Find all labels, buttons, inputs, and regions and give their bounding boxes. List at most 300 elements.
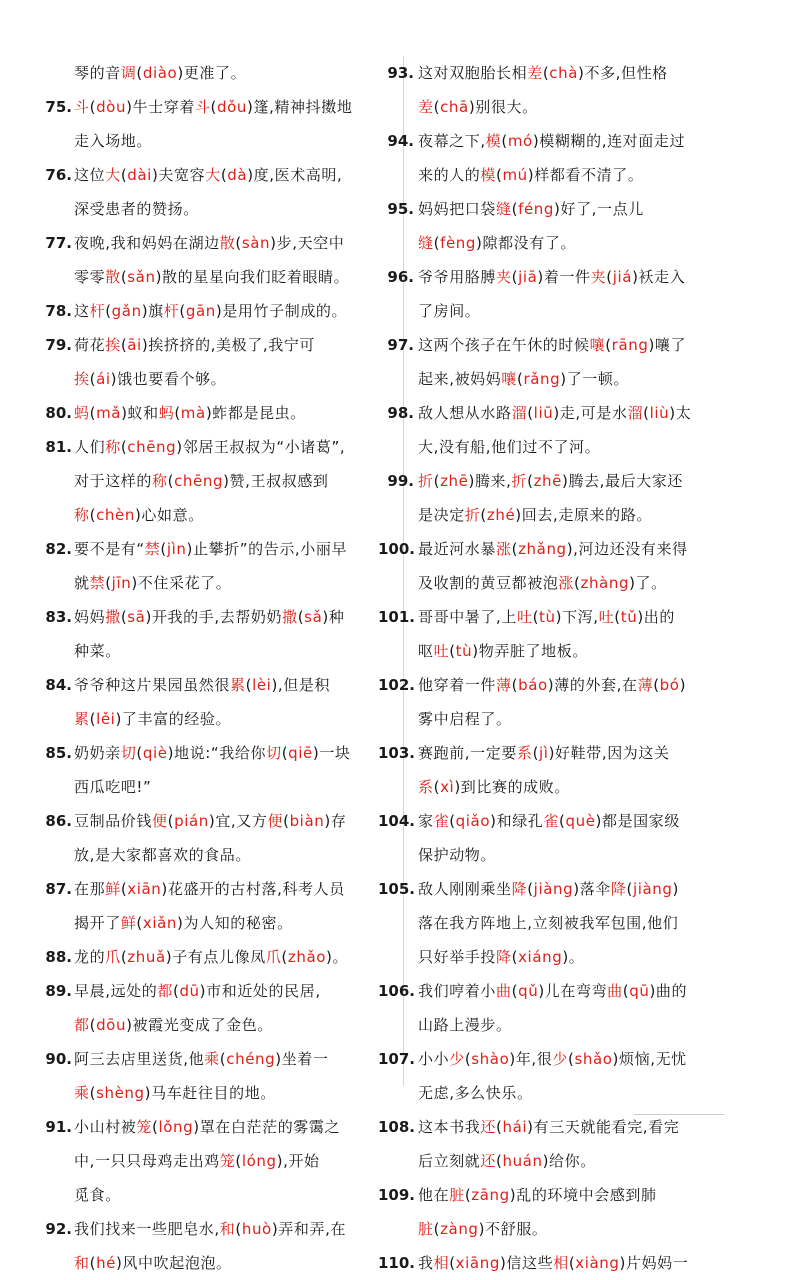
highlighted-text: biàn [289,812,325,830]
paren-text: ( [568,1254,576,1272]
sentence-text: 宜,又方 [215,812,268,830]
item-number: 106. [378,982,416,1000]
paren-text: ) [271,1220,279,1238]
highlighted-text: 爪 [265,948,282,966]
highlighted-text: 少 [552,1050,568,1068]
highlighted-text: sǎn [127,268,156,286]
paren-text: ( [152,1118,159,1136]
sentence-line [74,872,392,906]
sentence-text: 早晨,远处的 [74,982,158,1000]
sentence-text: 西瓜吃吧!” [74,778,152,796]
item-number: 79. [45,336,72,354]
paren-text: ) [177,64,184,82]
paren-text: ) [165,948,173,966]
paren-text: ( [511,200,519,218]
item-number: 101. [378,608,416,626]
sentence-line [74,600,392,634]
paren-text: ( [220,166,228,184]
paren-text: ( [433,778,441,796]
paren-text: ( [496,166,503,184]
sentence-text: 赞,王叔叔感到 [229,472,329,490]
sentence-text: 要不是有“ [74,540,145,558]
paren-text: ) [679,676,687,694]
paren-text: ( [574,574,581,592]
sentence-text: 存 [330,812,347,830]
sentence-line [418,1144,744,1178]
sentence-item [378,1178,744,1246]
highlighted-text: fèng [440,234,477,252]
highlighted-text: 调 [120,64,137,82]
paren-text: ) [632,268,639,286]
item-number: 84. [45,676,72,694]
sentence-line [418,90,744,124]
sentence-line [74,158,392,192]
highlighted-text: 降 [511,880,528,898]
highlighted-text: tù [539,608,556,626]
paren-text: ( [480,506,487,524]
paren-text: ) [144,1084,152,1102]
sentence-text: 到比赛的成败。 [460,778,570,796]
paren-text: ) [126,1016,133,1034]
sentence-text: 放,是大家都喜欢的食品。 [74,846,251,864]
paren-text: ( [89,710,97,728]
highlighted-text: 挨 [74,370,90,388]
sentence-text: 这两个孩子在午休的时候 [418,336,590,354]
highlighted-text: mà [180,404,206,422]
sentence-text: 夫宽容 [158,166,206,184]
highlighted-text: zāng [471,1186,510,1204]
sentence-item [45,940,392,974]
sentence-line [74,124,392,158]
paren-text: ) [566,540,574,558]
paren-text: ) [555,608,563,626]
item-number: 88. [45,948,72,966]
highlighted-text: dǒu [217,98,248,116]
paren-text: ( [501,132,508,150]
paren-text: ( [511,676,519,694]
paren-text: ) [193,1118,200,1136]
footer-rule [634,1114,724,1115]
sentence-line [74,464,392,498]
sentence-line [418,430,744,464]
sentence-text: ,开始 [283,1152,320,1170]
sentence-line [418,668,744,702]
sentence-line [74,1008,392,1042]
highlighted-text: sǎ [304,608,323,626]
highlighted-text: zhē [440,472,469,490]
sentence-text: 对于这样的 [74,472,153,490]
highlighted-text: huò [241,1220,272,1238]
highlighted-text: 称 [152,472,168,490]
paren-text: ( [527,880,534,898]
sentence-line [418,940,744,974]
sentence-line [74,1042,392,1076]
paren-text: ( [167,812,175,830]
paren-text: ) [542,1152,550,1170]
highlighted-text: jì [539,744,549,762]
highlighted-text: hái [502,1118,528,1136]
sentence-item [45,1212,392,1280]
highlighted-text: féng [518,200,555,218]
paren-text: ) [509,1050,516,1068]
sentence-text: 不舒服。 [485,1220,548,1238]
highlighted-text: 夹 [496,268,512,286]
paren-text: ) [538,982,545,1000]
highlighted-text: 涨 [558,574,575,592]
sentence-text: 更准了。 [183,64,247,82]
paren-text: ( [120,166,128,184]
sentence-text: 片妈妈一 [625,1254,689,1272]
item-number: 87. [45,880,72,898]
highlighted-text: 鲜 [105,880,121,898]
highlighted-text: 折 [418,472,434,490]
item-number: 77. [45,234,72,252]
highlighted-text: mó [507,132,533,150]
sentence-item [45,294,392,328]
sentence-line [74,328,392,362]
paren-text: ) [619,1254,626,1272]
paren-text: ( [449,642,456,660]
sentence-text: 腾来, [474,472,512,490]
sentence-item [378,532,744,600]
sentence-line [74,294,392,328]
paren-text: ( [136,744,143,762]
highlighted-text: 切 [120,744,137,762]
sentence-item [378,1042,744,1110]
sentence-line [74,736,392,770]
sentence-text: 夜幕之下, [418,132,486,150]
sentence-text: 邻居王叔叔为“小诸葛”, [182,438,346,456]
highlighted-text: qiǎo [455,812,491,830]
paren-text: ) [155,268,163,286]
paren-text: ( [283,812,290,830]
paren-text: ( [281,948,288,966]
sentence-line [418,1178,744,1212]
paren-text: ) [629,574,636,592]
item-number: 83. [45,608,72,626]
sentence-text: 了。 [635,574,667,592]
paren-text: ) [578,64,585,82]
sentence-text: 曲的 [655,982,688,1000]
highlighted-text: 鲜 [120,914,137,932]
sentence-text: 一块 [319,744,351,762]
sentence-text: 妈妈把口袋 [418,200,497,218]
highlighted-text: xiān [127,880,162,898]
sentence-text: 起来,被妈妈 [418,370,502,388]
sentence-line [74,532,392,566]
sentence-text: 风中吹起泡泡。 [122,1254,232,1272]
sentence-text: 马车赶往目的地。 [151,1084,276,1102]
highlighted-text: xì [440,778,455,796]
paren-text: ) [527,166,535,184]
item-number: 100. [378,540,416,558]
paren-text: ( [89,506,97,524]
sentence-text: 中,一只只母鸡走出鸡 [74,1152,220,1170]
sentence-line [74,838,392,872]
highlighted-text: diào [142,64,178,82]
sentence-line [74,1212,392,1246]
item-number: 97. [387,336,414,354]
paren-text: ( [105,574,112,592]
paren-text: ( [433,1220,441,1238]
sentence-text: 度,医术高明, [253,166,343,184]
paren-text: ) [161,880,168,898]
paren-text: ) [562,948,569,966]
highlighted-text: bó [659,676,680,694]
highlighted-text: 和 [219,1220,236,1238]
sentence-text: 走,可是水 [559,404,628,422]
highlighted-text: 蚂 [74,404,90,422]
highlighted-text: 都 [74,1016,90,1034]
sentence-text: 小山村被 [74,1118,137,1136]
highlighted-text: 称 [74,506,90,524]
sentence-text: 下泻, [562,608,599,626]
paren-text: ) [208,812,216,830]
item-number: 92. [45,1220,72,1238]
sentence-text: 敌人想从水路 [418,404,512,422]
highlighted-text: xiàng [575,1254,620,1272]
highlighted-text: dōu [96,1016,127,1034]
sentence-text: 篷,精神抖擞地 [253,98,353,116]
sentence-line [74,1178,392,1212]
paren-text: ) [141,336,149,354]
item-number: 110. [378,1254,416,1272]
highlighted-text: 笼 [136,1118,153,1136]
highlighted-text: 散 [105,268,121,286]
sentence-text: 小小 [418,1050,450,1068]
paren-text: ) [527,1118,534,1136]
highlighted-text: tǔ [620,608,638,626]
sentence-line [418,464,744,498]
sentence-text: 乱的环境中会感到肺 [516,1186,657,1204]
paren-text: ( [89,1016,97,1034]
item-number: 108. [378,1118,416,1136]
paren-text: ( [433,98,441,116]
highlighted-text: qiē [288,744,313,762]
paren-text: ( [120,336,128,354]
sentence-text: 这本书我 [418,1118,481,1136]
highlighted-text: 系 [516,744,533,762]
highlighted-text: chéng [226,1050,276,1068]
paren-text: ) [515,506,522,524]
item-number: 95. [387,200,414,218]
sentence-line [74,226,392,260]
paren-text: ( [89,1254,97,1272]
highlighted-text: gǎn [111,302,142,320]
paren-text: ( [172,982,180,1000]
sentence-text: 出的 [643,608,675,626]
highlighted-text: chèn [96,506,135,524]
sentence-text: 及收割的黄豆都被泡 [418,574,559,592]
paren-text: ( [626,880,633,898]
sentence-line [418,294,744,328]
sentence-line [74,90,392,124]
sentence-text: 是决定 [418,506,465,524]
highlighted-text: 杆 [163,302,180,320]
paren-text: ) [648,336,655,354]
highlighted-text: xiāng [455,1254,500,1272]
sentence-line [418,1076,744,1110]
paren-text: ( [511,268,519,286]
sentence-text: 市和近处的民居, [206,982,321,1000]
sentence-text: 夜晚,我和妈妈在湖边 [74,234,220,252]
paren-text: ( [89,98,97,116]
highlighted-text: chā [440,98,469,116]
sentence-text: 和绿孔 [496,812,544,830]
sentence-text: 心如意。 [141,506,204,524]
sentence-item [387,192,744,260]
paren-text: ) [177,914,184,932]
sentence-line [418,158,744,192]
sentence-text: 妈妈 [74,608,106,626]
sentence-text: 呕 [418,642,434,660]
sentence-item [45,90,392,158]
paren-text: ) [476,234,483,252]
sentence-line [74,906,392,940]
sentence-text: 保护动物。 [418,846,497,864]
sentence-text: 花盛开的古村落,科考人员 [167,880,345,898]
paren-text: ( [167,472,175,490]
paren-text: ) [151,166,159,184]
highlighted-text: 大 [105,166,121,184]
sentence-line [418,974,744,1008]
highlighted-text: 禁 [144,540,161,558]
sentence-line [74,940,392,974]
paren-text: ( [496,1118,503,1136]
sentence-text: 深受患者的赞扬。 [74,200,199,218]
highlighted-text: zàng [440,1220,479,1238]
highlighted-text: 夹 [590,268,607,286]
paren-text: ( [449,1254,456,1272]
paren-text: ) [116,1254,123,1272]
sentence-text: 落伞 [579,880,611,898]
sentence-text: 好鞋带,因为这关 [555,744,670,762]
item-number: 76. [45,166,72,184]
highlighted-text: 溜 [511,404,528,422]
paren-text: ( [464,1186,472,1204]
highlighted-text: 和 [74,1254,90,1272]
paren-text: ) [121,404,128,422]
highlighted-text: 嚷 [501,370,517,388]
highlighted-text: 差 [527,64,543,82]
sentence-text: 只好举手投 [418,948,497,966]
highlighted-text: ái [96,370,111,388]
sentence-line [418,260,744,294]
paren-text: ) [595,812,602,830]
sentence-text: 这对双胞胎长相 [418,64,528,82]
sentence-line [74,1246,392,1280]
paren-text: ) [176,438,183,456]
highlighted-text: 累 [230,676,246,694]
sentence-text: 琴的音 [74,64,121,82]
item-number: 86. [45,812,72,830]
sentence-line [74,770,392,804]
paren-text: ( [297,608,305,626]
sentence-text: 这 [74,302,90,320]
sentence-text: 阿三去店里送货,他 [74,1050,205,1068]
highlighted-text: 相 [553,1254,569,1272]
highlighted-text: 脏 [449,1186,465,1204]
sentence-text: 坐着一 [281,1050,329,1068]
sentence-text: 子有点儿像凤 [172,948,266,966]
sentence-line [418,328,744,362]
paren-text: ( [511,540,519,558]
sentence-line [418,1246,744,1280]
sentence-text: 儿在弯弯 [544,982,608,1000]
sentence-line [418,600,744,634]
sentence-item [45,804,392,872]
sentence-line [74,260,392,294]
sentence-line [418,56,744,90]
paren-text: ) [141,302,149,320]
paren-text: ) [247,166,254,184]
sentence-text: 为人知的秘密。 [183,914,293,932]
highlighted-text: 撒 [282,608,298,626]
highlighted-text: 涨 [496,540,512,558]
paren-text: ) [468,472,475,490]
highlighted-text: 禁 [89,574,106,592]
sentence-line [74,362,392,396]
paren-text: ) [275,1050,282,1068]
sentence-item [45,430,392,532]
sentence-text: 他穿着一件 [418,676,497,694]
highlighted-text: shào [471,1050,510,1068]
sentence-text: 袄走入 [638,268,686,286]
paren-text: ( [559,812,566,830]
highlighted-text: 切 [266,744,282,762]
highlighted-text: zhǎo [287,948,327,966]
paren-text: ) [326,948,333,966]
sentence-line [74,974,392,1008]
sentence-line [418,192,744,226]
paren-text: ( [511,982,519,1000]
paren-text: ( [179,302,186,320]
highlighted-text: dòu [96,98,127,116]
paren-text: ) [324,812,331,830]
paren-text: ) [478,1220,486,1238]
highlighted-text: 散 [219,234,236,252]
highlighted-text: chēng [127,438,177,456]
paren-text: ) [547,676,555,694]
highlighted-text: 吐 [433,642,450,660]
highlighted-text: dài [127,166,152,184]
sentence-text: 零零 [74,268,106,286]
item-number: 81. [45,438,72,456]
sentence-item [387,328,744,396]
highlighted-text: 模 [485,132,502,150]
paren-text: ) [537,268,544,286]
sentence-line [418,566,744,600]
sentence-line [418,906,744,940]
highlighted-text: 乘 [74,1084,90,1102]
paren-text: ( [235,1220,242,1238]
sentence-item [45,396,392,430]
paren-text: ) [215,302,223,320]
sentence-text: 我们找来一些肥皂水, [74,1220,220,1238]
highlighted-text: 缝 [496,200,512,218]
paren-text: ) [115,710,122,728]
sentence-item [45,872,392,940]
highlighted-text: 模 [480,166,497,184]
sentence-text: 腾去,最后大家还 [568,472,684,490]
highlighted-text: shǎo [574,1050,613,1068]
paren-text: ( [532,608,540,626]
paren-text: ) [312,744,320,762]
paren-text: ( [89,404,97,422]
highlighted-text: zhuǎ [127,948,166,966]
highlighted-text: zhàng [580,574,630,592]
sentence-text: 不住采花了。 [137,574,232,592]
